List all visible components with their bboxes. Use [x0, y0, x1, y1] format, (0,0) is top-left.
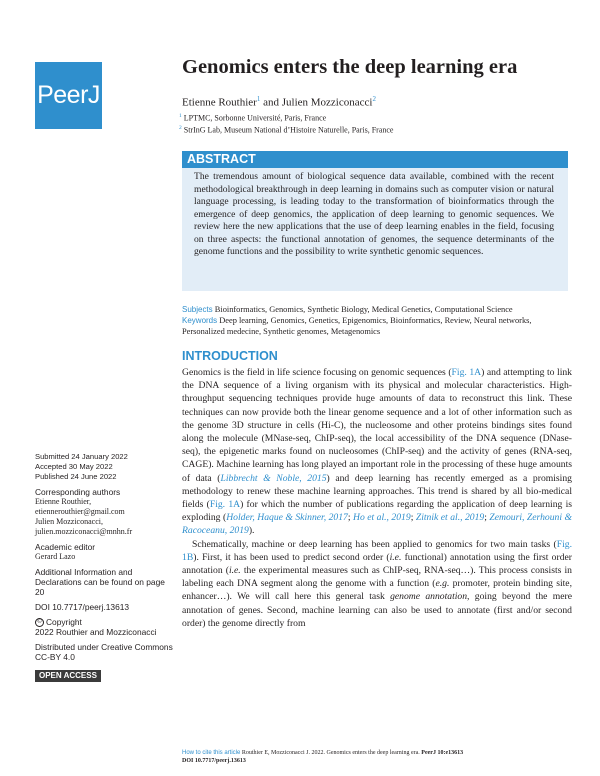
italic-eg: e.g. — [435, 578, 450, 590]
logo-text: PeerJ — [37, 81, 100, 109]
italic-ie: i.e. — [389, 551, 402, 563]
copyright-label: Copyright — [46, 617, 82, 627]
subjects-text: Bioinformatics, Genomics, Synthetic Biology, Medical Genetics, Computational Science — [214, 305, 513, 314]
academic-editor-label: Academic editor — [35, 542, 96, 552]
intro-paragraph-1 — [182, 366, 572, 538]
author-2[interactable]: Julien Mozziconacci — [281, 96, 373, 109]
figure-link[interactable]: Fig. 1B — [182, 538, 572, 563]
authors — [182, 95, 376, 109]
introduction-body — [182, 366, 572, 630]
text-run: promoter, protein binding site, enhancer…). We will call here this general task — [182, 578, 572, 603]
text-run: ) and attempting to link the DNA sequence of a living organism with its physical and molecular characteristics. High-throughput sequencing techniques provide huge amounts of data to reconstruct this link. These techniques can now provide both the linear genome sequence and a lot of other information such as the genome 3D structure in cells (Hi-C), the nucleosome and other proteins bindings sites found along the molecule (MNase-seq, ChIP-seq), the local accessibility of the DNA sequence (DNase-seq), the epigenetic marks found on nucleosomes (ChIP-seq) and the activity of genes (RNA-seq, CAGE). Machine learning has long played an important role in the processing of these huge amounts of data ( — [182, 367, 572, 484]
article-info-sidebar — [35, 452, 175, 682]
abstract-text: The tremendous amount of biological sequence data available, combined with the recent methodological breakthrough in deep learning in domains such as computer vision or natural language processing, is leading today to the transformation of bioinformatics through the emergence of deep genomics, the application of deep learning to genomic sequences. We review here the new applications that the use of deep learning enables in the field, focusing on three aspects: the functional annotation of genomes, the sequence determinants of the genome functions and the possibility to write synthetic genomic sequences. — [194, 171, 554, 257]
text-run: ) and deep learning has recently emerged as a promising methodology to renew these machine learning approaches. This trend is shared by all bio-medical fields ( — [182, 472, 572, 511]
abstract-section — [182, 151, 568, 291]
reference-link[interactable]: Zemouri, Zerhouni & Racoceanu, 2019 — [182, 512, 572, 537]
text-run: ; — [484, 512, 490, 524]
introduction-heading: INTRODUCTION — [182, 349, 278, 363]
text-run: , going beyond the mere annotation of genes. Second, machine learning can also be used to annotate (first and/or second order) the genome directly from — [182, 591, 572, 629]
sidebar-doi[interactable]: DOI 10.7717/peerj.13613 — [35, 602, 130, 612]
corresponding-author-2-name: Julien Mozziconacci, — [35, 517, 103, 526]
text-run: ). First, it has been used to predict second order ( — [193, 551, 390, 563]
citation-line — [182, 749, 463, 757]
affiliation-2-text: StrInG Lab, Museum National d’Histoire Naturelle, Paris, France — [183, 125, 394, 135]
subjects-keywords — [182, 305, 568, 337]
text-run: Genomics is the field in life science focusing on genomic sequences ( — [182, 367, 452, 378]
how-to-cite-link[interactable]: How to cite this article — [182, 750, 241, 756]
affiliation-2-sup: 2 — [179, 125, 182, 131]
reference-link[interactable]: Libbrecht & Noble, 2015 — [220, 472, 327, 484]
citation-text: Routhier E, Mozziconacci J. 2022. Genomics enters the deep learning era. — [241, 750, 422, 756]
submitted-date: Submitted 24 January 2022 — [35, 452, 128, 461]
copyright-text: 2022 Routhier and Mozziconacci — [35, 627, 157, 638]
keywords-text: Deep learning, Genomics, Genetics, Epigenomics, Bioinformatics, Review, Neural networks, Personalized medecine, Synthetic genomes, Metagenomics — [182, 315, 532, 336]
authors-conjunction: and — [260, 96, 282, 109]
text-run: ) for which the number of publications regarding the application of deep learning is exploding ( — [182, 499, 573, 524]
academic-editor-name: Gerard Lazo — [35, 552, 76, 561]
article-title: Genomics enters the deep learning era — [182, 56, 518, 78]
reference-link[interactable]: Holder, Haque & Skinner, 2017 — [226, 512, 348, 524]
author-2-affil-sup[interactable]: 2 — [372, 95, 376, 103]
subjects-line — [182, 305, 568, 316]
affiliation-1-sup: 1 — [179, 113, 182, 119]
text-run: the experimental measures such as ChIP-seq, RNA-seq…). This process consists in labeling each DNA segment along the genome with a function ( — [182, 565, 572, 590]
figure-link[interactable]: Fig. 1A — [209, 499, 241, 511]
peerj-logo[interactable] — [35, 62, 102, 129]
accepted-date: Accepted 30 May 2022 — [35, 462, 113, 471]
corresponding-author-1-name: Etienne Routhier, — [35, 497, 92, 506]
corresponding-author-1-email[interactable]: etiennerouthier@gmail.com — [35, 507, 125, 516]
affiliation-2 — [179, 125, 393, 135]
corresponding-author-2-email[interactable]: julien.mozziconacci@mnhn.fr — [35, 527, 133, 536]
corresponding-authors-label: Corresponding authors — [35, 487, 121, 497]
intro-paragraph-2 — [182, 538, 572, 630]
published-date: Published 24 June 2022 — [35, 472, 117, 481]
license-text[interactable]: Distributed under Creative Commons CC-BY 4.0 — [35, 642, 173, 663]
subjects-label: Subjects — [182, 305, 213, 314]
reference-link[interactable]: Zitnik et al., 2019 — [415, 512, 485, 524]
text-run: ; — [410, 512, 416, 524]
citation-journal: PeerJ 10:e13613 — [421, 750, 464, 756]
author-1-affil-sup[interactable]: 1 — [256, 95, 261, 103]
additional-information-link[interactable]: Additional Information and Declarations can be found on page 20 — [35, 567, 165, 597]
keywords-line — [182, 316, 568, 338]
text-run: ; — [347, 512, 353, 524]
author-1[interactable]: Etienne Routhier — [182, 96, 257, 109]
keywords-label: Keywords — [182, 315, 218, 325]
text-run: ). — [248, 525, 255, 537]
reference-link[interactable]: Ho et al., 2019 — [353, 512, 411, 524]
copyright-icon: © — [35, 618, 44, 627]
figure-link[interactable]: Fig. 1A — [451, 367, 482, 378]
citation-footer — [182, 749, 463, 765]
open-access-badge: OPEN ACCESS — [35, 670, 101, 682]
term-genome-annotation: genome annotation — [390, 591, 468, 603]
affiliation-1-text: LPTMC, Sorbonne Université, Paris, France — [183, 113, 327, 123]
text-run: Schematically, machine or deep learning has been applied to genomics for two main tasks ( — [192, 538, 557, 550]
affiliation-1 — [179, 113, 326, 123]
copyright-heading — [35, 617, 175, 627]
italic-ie: i.e. — [228, 565, 241, 577]
footer-doi[interactable]: DOI 10.7717/peerj.13613 — [182, 758, 246, 764]
abstract-heading: ABSTRACT — [182, 151, 568, 168]
text-run: functional) annotation using the first order annotation ( — [182, 551, 572, 577]
